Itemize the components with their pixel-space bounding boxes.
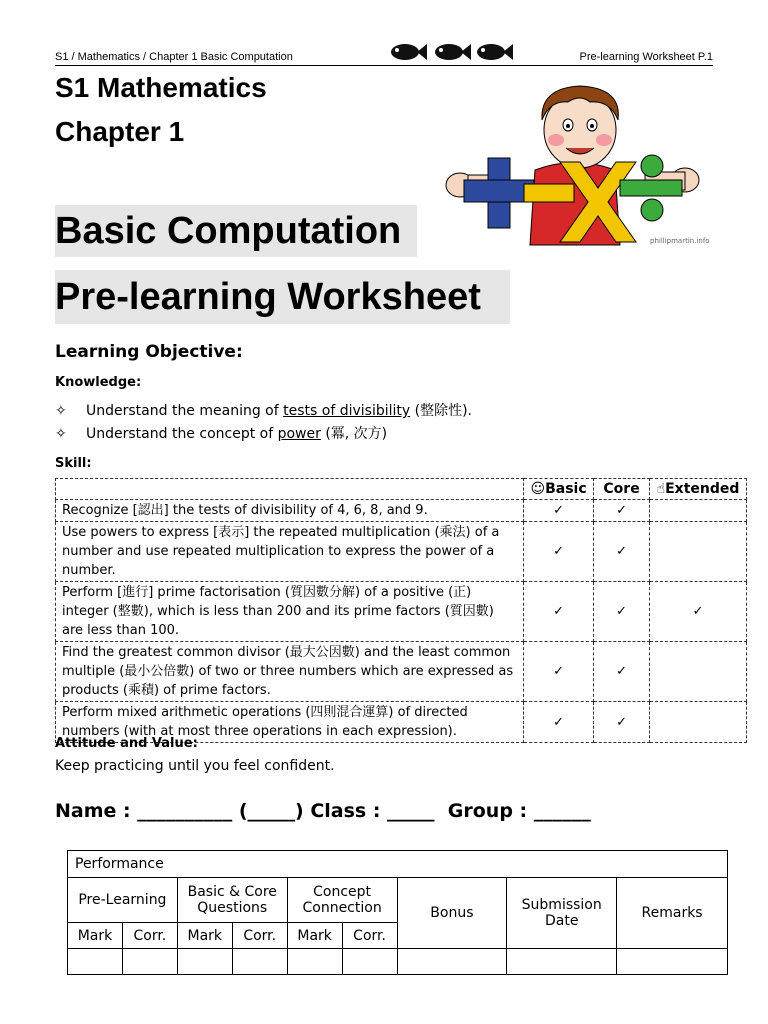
bonus-cell[interactable] (397, 949, 507, 975)
column-core: Core (594, 479, 650, 500)
skill-text: Perform mixed arithmetic operations (四則混合運算) of directed numbers (with at most three operations in each expression). (56, 702, 524, 743)
attitude-heading: Attitude and Value: (55, 736, 198, 751)
learning-objective-heading: Learning Objective: (55, 342, 243, 362)
running-header (55, 51, 713, 66)
col-corr: Corr. (232, 923, 287, 949)
performance-table (67, 850, 728, 975)
col-mark: Mark (177, 923, 232, 949)
col-pre-learning: Pre-Learning (68, 878, 178, 923)
check-cell (650, 702, 747, 743)
table-row (56, 522, 747, 582)
col-basic-core: Basic & Core Questions (177, 878, 287, 923)
attitude-text: Keep practicing until you feel confident. (55, 758, 335, 774)
check-cell (650, 642, 747, 702)
skill-table (55, 478, 747, 743)
table-row (56, 642, 747, 702)
check-cell (650, 500, 747, 522)
col-mark: Mark (68, 923, 123, 949)
col-remarks: Remarks (617, 878, 728, 949)
submission-date-cell[interactable] (507, 949, 617, 975)
check-icon: ✓ (524, 702, 594, 743)
skill-text: Perform [進行] prime factorisation (質因數分解) of a positive (正) integer (整數), which is less than 200 and its prime factors (質因數) are less than 100. (56, 582, 524, 642)
knowledge-heading: Knowledge: (55, 375, 142, 390)
col-bonus: Bonus (397, 878, 507, 949)
check-icon: ✓ (594, 522, 650, 582)
check-icon: ✓ (524, 642, 594, 702)
table-row (56, 582, 747, 642)
knowledge-item: ✧ Understand the meaning of tests of divisibility (整除性). (55, 403, 472, 419)
student-info-line[interactable]: Name : __________ (_____) Class : _____ Group : ______ (55, 800, 591, 822)
title-chapter: Chapter 1 (55, 116, 185, 147)
table-row (68, 949, 728, 975)
knowledge-item: ✧ Understand the concept of power (冪, 次方) (55, 426, 388, 442)
check-icon: ✓ (524, 522, 594, 582)
col-corr: Corr. (122, 923, 177, 949)
header-left: S1 / Mathematics / Chapter 1 Basic Computation (55, 51, 293, 63)
header-right: Pre-learning Worksheet P.1 (579, 51, 713, 63)
check-icon: ✓ (594, 702, 650, 743)
col-submission-date: Submission Date (507, 878, 617, 949)
math-boy-illustration (440, 80, 710, 255)
mark-cell[interactable] (68, 949, 123, 975)
diamond-bullet-icon: ✧ (55, 403, 67, 419)
check-icon: ✓ (524, 582, 594, 642)
column-extended: ☝Extended (650, 479, 747, 500)
check-icon: ✓ (650, 582, 747, 642)
remarks-cell[interactable] (617, 949, 728, 975)
col-concept-connection: Concept Connection (287, 878, 397, 923)
corr-cell[interactable] (122, 949, 177, 975)
skill-table-header (56, 479, 747, 500)
col-corr: Corr. (342, 923, 397, 949)
corr-cell[interactable] (342, 949, 397, 975)
skill-text: Recognize [認出] the tests of divisibility of 4, 6, 8, and 9. (56, 500, 524, 522)
image-credit: phillipmartin.info (650, 237, 710, 245)
column-basic: ☺Basic (524, 479, 594, 500)
title-topic: Basic Computation (55, 205, 417, 257)
title-worksheet: Pre-learning Worksheet (55, 270, 510, 324)
table-row (56, 500, 747, 522)
check-icon: ✓ (594, 582, 650, 642)
check-icon: ✓ (594, 642, 650, 702)
corr-cell[interactable] (232, 949, 287, 975)
col-mark: Mark (287, 923, 342, 949)
check-icon: ✓ (594, 500, 650, 522)
check-icon: ✓ (524, 500, 594, 522)
title-subject: S1 Mathematics (55, 72, 267, 103)
diamond-bullet-icon: ✧ (55, 426, 67, 442)
performance-title: Performance (68, 851, 728, 878)
fish-icon (385, 38, 515, 64)
mark-cell[interactable] (287, 949, 342, 975)
skill-heading: Skill: (55, 456, 92, 471)
skill-text: Find the greatest common divisor (最大公因數) and the least common multiple (最小公倍數) of two or three numbers which are expressed as products (乘積) of prime factors. (56, 642, 524, 702)
skill-text: Use powers to express [表示] the repeated multiplication (乘法) of a number and use repeated multiplication to express the power of a number. (56, 522, 524, 582)
check-cell (650, 522, 747, 582)
mark-cell[interactable] (177, 949, 232, 975)
